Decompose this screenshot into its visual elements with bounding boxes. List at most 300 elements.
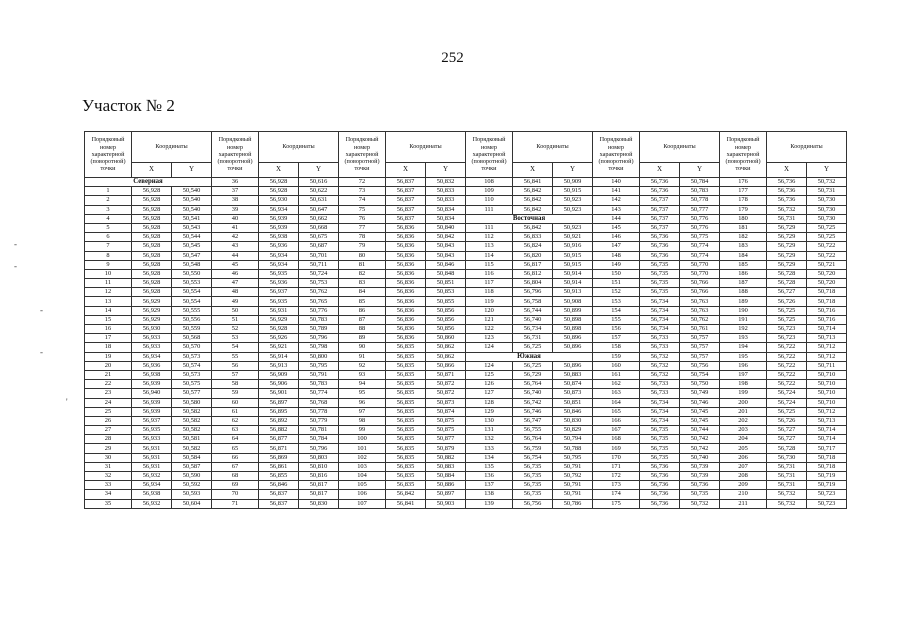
x-coordinate-cell: 56,835 (386, 453, 426, 462)
x-coordinate-cell: 56,736 (767, 196, 807, 205)
y-coordinate-cell: 50,548 (172, 260, 212, 269)
point-number-cell: 68 (212, 472, 259, 481)
table-row (85, 260, 847, 269)
point-number-cell: 11 (85, 279, 132, 288)
point-number-cell: 58 (212, 380, 259, 389)
y-coordinate-cell: 50,784 (680, 178, 720, 187)
x-coordinate-cell: 56,835 (386, 472, 426, 481)
point-number-cell: 93 (339, 370, 386, 379)
point-number-cell: 104 (339, 472, 386, 481)
x-coordinate-cell: 56,735 (513, 481, 553, 490)
point-number-cell: 203 (720, 426, 767, 435)
x-coordinate-cell: 56,929 (132, 315, 172, 324)
point-number-cell: 24 (85, 398, 132, 407)
y-coordinate-cell: 50,717 (807, 444, 847, 453)
y-coordinate-cell: 50,803 (299, 453, 339, 462)
margin-mark: - (40, 347, 43, 357)
y-coordinate-cell: 50,710 (807, 389, 847, 398)
point-number-cell: 4 (85, 214, 132, 223)
x-coordinate-cell: 56,835 (386, 389, 426, 398)
y-coordinate-cell: 50,877 (426, 435, 466, 444)
y-coordinate-cell: 50,559 (172, 325, 212, 334)
y-coordinate-cell: 50,914 (553, 269, 593, 278)
x-coordinate-cell: 56,737 (640, 214, 680, 223)
x-coordinate-cell: 56,725 (513, 361, 553, 370)
y-coordinate-cell: 50,883 (553, 370, 593, 379)
y-coordinate-cell: 50,898 (553, 315, 593, 324)
y-coordinate-cell: 50,896 (553, 361, 593, 370)
table-row (85, 352, 847, 361)
point-number-cell: 163 (593, 389, 640, 398)
x-coordinate-cell: 56,841 (513, 178, 553, 187)
x-coordinate-cell: 56,934 (259, 260, 299, 269)
x-coordinate-cell: 56,836 (386, 242, 426, 251)
y-coordinate-cell: 50,575 (172, 380, 212, 389)
x-coordinate-cell: 56,939 (132, 398, 172, 407)
y-coordinate-cell: 50,687 (299, 242, 339, 251)
point-number-cell: 173 (593, 481, 640, 490)
x-coordinate-cell: 56,936 (259, 279, 299, 288)
point-number-cell: 21 (85, 370, 132, 379)
point-number-cell: 210 (720, 490, 767, 499)
point-number-cell: 127 (466, 389, 513, 398)
point-number-cell: 57 (212, 370, 259, 379)
table-row (85, 242, 847, 251)
x-coordinate-cell: 56,723 (767, 334, 807, 343)
y-coordinate-cell: 50,783 (299, 315, 339, 324)
point-number-cell: 34 (85, 490, 132, 499)
y-coordinate-cell: 50,573 (172, 352, 212, 361)
x-coordinate-cell: 56,736 (640, 490, 680, 499)
point-number-cell: 195 (720, 352, 767, 361)
point-number-cell: 178 (720, 196, 767, 205)
y-coordinate-cell: 50,791 (553, 481, 593, 490)
x-coordinate-cell: 56,836 (386, 269, 426, 278)
y-coordinate-cell: 50,555 (172, 306, 212, 315)
table-row (85, 389, 847, 398)
y-coordinate-cell: 50,879 (426, 444, 466, 453)
x-coordinate-cell: 56,835 (386, 426, 426, 435)
point-number-cell: 53 (212, 334, 259, 343)
point-number-cell: 62 (212, 416, 259, 425)
point-number-cell: 204 (720, 435, 767, 444)
x-coordinate-cell: 56,756 (513, 499, 553, 508)
point-number-cell: 26 (85, 416, 132, 425)
point-number-cell: 111 (466, 223, 513, 232)
y-coordinate-cell: 50,875 (426, 426, 466, 435)
table-row (85, 306, 847, 315)
y-coordinate-cell: 50,730 (807, 205, 847, 214)
point-number-cell: 32 (85, 472, 132, 481)
y-coordinate-cell: 50,914 (553, 279, 593, 288)
y-coordinate-cell: 50,718 (807, 288, 847, 297)
x-coordinate-cell: 56,901 (259, 389, 299, 398)
y-coordinate-cell: 50,789 (299, 325, 339, 334)
y-coordinate-cell: 50,774 (299, 389, 339, 398)
point-number-cell: 176 (720, 178, 767, 187)
x-coordinate-cell: 56,933 (132, 435, 172, 444)
x-coordinate-cell: 56,724 (767, 389, 807, 398)
y-coordinate-cell: 50,713 (807, 416, 847, 425)
point-number-cell: 1 (85, 187, 132, 196)
x-coordinate-cell: 56,735 (513, 462, 553, 471)
x-coordinate-cell: 56,842 (513, 205, 553, 214)
point-number-cell: 36 (212, 178, 259, 187)
point-number-cell: 3 (85, 205, 132, 214)
point-number-cell: 111 (466, 205, 513, 214)
x-coordinate-cell: 56,929 (132, 297, 172, 306)
x-coordinate-cell: 56,735 (513, 472, 553, 481)
y-coordinate-cell: 50,921 (553, 233, 593, 242)
table-row (85, 380, 847, 389)
y-coordinate-cell: 50,570 (172, 343, 212, 352)
point-number-cell: 125 (466, 370, 513, 379)
x-coordinate-cell: 56,929 (132, 306, 172, 315)
x-coordinate-cell: 56,732 (767, 490, 807, 499)
x-coordinate-cell: 56,734 (513, 325, 553, 334)
x-coordinate-cell: 56,733 (640, 389, 680, 398)
x-coordinate-cell: 56,926 (259, 334, 299, 343)
x-coordinate-cell: 56,727 (767, 288, 807, 297)
x-coordinate-cell: 56,895 (259, 407, 299, 416)
point-number-cell: 82 (339, 269, 386, 278)
x-coordinate-cell: 56,744 (513, 306, 553, 315)
x-coordinate-cell: 56,734 (640, 325, 680, 334)
x-coordinate-cell: 56,939 (259, 214, 299, 223)
table-row (85, 426, 847, 435)
point-number-cell: 122 (466, 325, 513, 334)
point-number-cell: 86 (339, 306, 386, 315)
x-coordinate-cell: 56,836 (386, 279, 426, 288)
y-coordinate-cell: 50,711 (807, 361, 847, 370)
x-coordinate-cell: 56,735 (640, 435, 680, 444)
point-number-cell: 99 (339, 426, 386, 435)
x-coordinate-cell: 56,728 (767, 279, 807, 288)
point-number-cell: 46 (212, 269, 259, 278)
point-number-cell: 146 (593, 233, 640, 242)
point-number-cell: 78 (339, 233, 386, 242)
table-row (85, 499, 847, 508)
x-coordinate-cell: 56,736 (767, 178, 807, 187)
x-coordinate-cell: 56,734 (640, 315, 680, 324)
y-coordinate-cell: 50,740 (680, 453, 720, 462)
x-coordinate-cell: 56,835 (386, 380, 426, 389)
x-coordinate-cell: 56,836 (386, 306, 426, 315)
x-coordinate-cell: 56,933 (132, 343, 172, 352)
y-coordinate-cell: 50,795 (299, 361, 339, 370)
table-row (85, 251, 847, 260)
point-number-cell: 170 (593, 453, 640, 462)
x-coordinate-cell: 56,836 (386, 325, 426, 334)
y-coordinate-cell: 50,856 (426, 325, 466, 334)
x-coordinate-cell: 56,740 (513, 389, 553, 398)
point-number-cell: 123 (466, 334, 513, 343)
point-number-cell: 9 (85, 260, 132, 269)
point-number-cell: 172 (593, 472, 640, 481)
x-coordinate-cell: 56,882 (259, 426, 299, 435)
point-number-cell: 139 (466, 499, 513, 508)
x-coordinate-cell: 56,835 (386, 398, 426, 407)
x-coordinate-cell: 56,735 (640, 269, 680, 278)
x-coordinate-cell: 56,835 (386, 407, 426, 416)
x-coordinate-cell: 56,722 (767, 370, 807, 379)
y-coordinate-cell: 50,882 (426, 453, 466, 462)
table-row (85, 214, 847, 223)
point-number-cell: 55 (212, 352, 259, 361)
y-coordinate-cell: 50,590 (172, 472, 212, 481)
point-number-cell: 206 (720, 453, 767, 462)
y-coordinate-cell: 50,724 (299, 269, 339, 278)
y-coordinate-cell: 50,846 (426, 260, 466, 269)
y-coordinate-cell: 50,753 (299, 279, 339, 288)
y-coordinate-cell: 50,786 (553, 499, 593, 508)
y-coordinate-cell: 50,631 (299, 196, 339, 205)
x-coordinate-cell: 56,835 (386, 352, 426, 361)
x-coordinate-cell: 56,833 (513, 233, 553, 242)
x-coordinate-cell: 56,939 (132, 407, 172, 416)
point-number-cell: 201 (720, 407, 767, 416)
point-number-cell: 43 (212, 242, 259, 251)
x-coordinate-cell: 56,734 (640, 306, 680, 315)
y-coordinate-cell: 50,871 (426, 370, 466, 379)
x-coordinate-cell: 56,730 (767, 453, 807, 462)
point-number-cell: 76 (339, 214, 386, 223)
y-coordinate-cell: 50,776 (680, 214, 720, 223)
x-coordinate-cell: 56,937 (132, 416, 172, 425)
point-number-cell: 116 (466, 269, 513, 278)
y-coordinate-cell: 50,541 (172, 214, 212, 223)
x-coordinate-cell: 56,835 (386, 370, 426, 379)
x-coordinate-cell: 56,837 (259, 499, 299, 508)
y-coordinate-cell: 50,545 (172, 242, 212, 251)
table-row (85, 279, 847, 288)
point-number-cell: 80 (339, 251, 386, 260)
x-coordinate-cell: 56,836 (386, 251, 426, 260)
y-coordinate-cell: 50,732 (807, 178, 847, 187)
point-number-cell: 16 (85, 325, 132, 334)
y-coordinate-cell: 50,712 (807, 343, 847, 352)
point-number-cell: 65 (212, 444, 259, 453)
x-coordinate-cell: 56,835 (386, 462, 426, 471)
x-coordinate-cell: 56,731 (767, 472, 807, 481)
point-number-cell: 17 (85, 334, 132, 343)
y-coordinate-cell: 50,719 (807, 472, 847, 481)
point-number-cell: 157 (593, 334, 640, 343)
y-coordinate-cell: 50,791 (553, 462, 593, 471)
x-coordinate-cell: 56,892 (259, 416, 299, 425)
point-number-cell: 129 (466, 407, 513, 416)
x-coordinate-cell: 56,725 (513, 343, 553, 352)
point-number-cell: 152 (593, 288, 640, 297)
x-coordinate-cell: 56,736 (640, 233, 680, 242)
x-coordinate-cell: 56,928 (132, 233, 172, 242)
point-number-cell: 5 (85, 223, 132, 232)
x-coordinate-cell: 56,836 (386, 334, 426, 343)
y-coordinate-cell: 50,543 (172, 223, 212, 232)
x-coordinate-cell: 56,735 (640, 288, 680, 297)
x-coordinate-cell: 56,930 (259, 196, 299, 205)
point-number-cell: 103 (339, 462, 386, 471)
y-coordinate-cell: 50,710 (807, 370, 847, 379)
y-coordinate-cell: 50,757 (680, 343, 720, 352)
table-row (85, 196, 847, 205)
x-coordinate-cell: 56,928 (132, 187, 172, 196)
x-coordinate-cell: 56,931 (132, 444, 172, 453)
y-coordinate-cell: 50,722 (807, 251, 847, 260)
point-number-cell: 42 (212, 233, 259, 242)
point-number-cell: 182 (720, 233, 767, 242)
x-coordinate-cell: 56,871 (259, 444, 299, 453)
y-coordinate-cell: 50,720 (807, 269, 847, 278)
point-number-cell: 95 (339, 389, 386, 398)
y-coordinate-cell: 50,923 (553, 196, 593, 205)
y-coordinate-cell: 50,788 (553, 444, 593, 453)
table-row (85, 398, 847, 407)
point-number-cell: 56 (212, 361, 259, 370)
x-coordinate-cell: 56,936 (259, 242, 299, 251)
point-number-cell: 20 (85, 361, 132, 370)
point-number-cell: 190 (720, 306, 767, 315)
y-coordinate-cell: 50,916 (553, 242, 593, 251)
y-coordinate-cell: 50,540 (172, 187, 212, 196)
x-coordinate-cell: 56,764 (513, 435, 553, 444)
x-coordinate-cell: 56,755 (513, 426, 553, 435)
point-number-cell: 92 (339, 361, 386, 370)
y-coordinate-cell: 50,776 (680, 223, 720, 232)
point-number-cell: 117 (466, 279, 513, 288)
point-number-cell: 133 (466, 444, 513, 453)
coordinates-header: Координаты (386, 132, 466, 163)
y-coordinate-cell: 50,710 (807, 380, 847, 389)
y-coordinate-cell: 50,713 (807, 334, 847, 343)
y-coordinate-cell: 50,908 (553, 297, 593, 306)
x-coordinate-cell: 56,928 (132, 288, 172, 297)
y-coordinate-cell: 50,722 (807, 242, 847, 251)
point-number-cell: 61 (212, 407, 259, 416)
x-coordinate-cell: 56,928 (259, 325, 299, 334)
y-coordinate-cell: 50,712 (807, 352, 847, 361)
point-number-cell: 27 (85, 426, 132, 435)
table-row (85, 269, 847, 278)
x-coordinate-cell: 56,928 (132, 214, 172, 223)
x-coordinate-cell: 56,732 (767, 205, 807, 214)
point-number-cell: 124 (466, 343, 513, 352)
coordinates-header: Координаты (259, 132, 339, 163)
x-coordinate-cell: 56,928 (259, 178, 299, 187)
point-number-cell: 126 (466, 380, 513, 389)
x-coordinate-cell: 56,733 (640, 380, 680, 389)
table-row (85, 472, 847, 481)
y-coordinate-cell: 50,763 (680, 297, 720, 306)
x-coordinate-cell: 56,737 (640, 196, 680, 205)
x-coordinate-cell: 56,736 (640, 481, 680, 490)
point-number-cell: 144 (593, 214, 640, 223)
point-number-cell: 192 (720, 325, 767, 334)
y-coordinate-cell: 50,873 (553, 389, 593, 398)
y-coordinate-cell: 50,830 (553, 416, 593, 425)
point-number-cell: 2 (85, 196, 132, 205)
y-coordinate-cell: 50,616 (299, 178, 339, 187)
point-number-cell: 38 (212, 196, 259, 205)
x-coordinate-cell: 56,725 (767, 407, 807, 416)
point-number-cell: 188 (720, 288, 767, 297)
y-coordinate-cell: 50,716 (807, 306, 847, 315)
point-number-cell: 150 (593, 269, 640, 278)
y-header: Y (680, 163, 720, 178)
x-coordinate-cell: 56,931 (132, 453, 172, 462)
x-coordinate-cell: 56,934 (259, 251, 299, 260)
y-coordinate-cell: 50,622 (299, 187, 339, 196)
x-coordinate-cell: 56,734 (640, 407, 680, 416)
x-coordinate-cell: 56,837 (259, 490, 299, 499)
x-coordinate-cell: 56,836 (386, 315, 426, 324)
point-number-cell: 140 (593, 178, 640, 187)
x-coordinate-cell: 56,812 (513, 269, 553, 278)
point-number-cell: 69 (212, 481, 259, 490)
y-coordinate-cell: 50,719 (807, 481, 847, 490)
point-number-cell: 19 (85, 352, 132, 361)
y-coordinate-cell: 50,593 (172, 490, 212, 499)
point-number-cell: 28 (85, 435, 132, 444)
margin-mark: ' (66, 397, 68, 407)
x-coordinate-cell: 56,835 (386, 361, 426, 370)
x-coordinate-cell: 56,934 (259, 205, 299, 214)
y-coordinate-cell: 50,778 (299, 407, 339, 416)
point-number-cell: 185 (720, 260, 767, 269)
y-coordinate-cell: 50,884 (426, 472, 466, 481)
table-row (85, 178, 847, 187)
y-coordinate-cell: 50,718 (807, 462, 847, 471)
y-coordinate-cell: 50,701 (299, 251, 339, 260)
point-number-cell: 177 (720, 187, 767, 196)
y-coordinate-cell: 50,745 (680, 416, 720, 425)
x-coordinate-cell: 56,734 (640, 297, 680, 306)
table-row (85, 416, 847, 425)
point-number-cell: 98 (339, 416, 386, 425)
x-coordinate-cell: 56,737 (640, 205, 680, 214)
point-number-cell: 184 (720, 251, 767, 260)
point-number-cell: 199 (720, 389, 767, 398)
y-coordinate-cell: 50,770 (680, 269, 720, 278)
x-coordinate-cell: 56,729 (767, 251, 807, 260)
point-number-cell: 137 (466, 481, 513, 490)
x-coordinate-cell: 56,736 (640, 242, 680, 251)
x-coordinate-cell: 56,731 (767, 462, 807, 471)
x-coordinate-cell: 56,842 (513, 196, 553, 205)
y-coordinate-cell: 50,732 (680, 499, 720, 508)
table-row (85, 315, 847, 324)
y-coordinate-cell: 50,757 (680, 334, 720, 343)
x-coordinate-cell: 56,928 (132, 269, 172, 278)
y-coordinate-cell: 50,604 (172, 499, 212, 508)
x-coordinate-cell: 56,931 (259, 306, 299, 315)
x-coordinate-cell: 56,736 (640, 178, 680, 187)
point-number-cell: 135 (466, 462, 513, 471)
y-coordinate-cell: 50,712 (807, 407, 847, 416)
y-coordinate-cell: 50,540 (172, 205, 212, 214)
y-coordinate-cell: 50,833 (426, 187, 466, 196)
table-row (85, 444, 847, 453)
point-number-cell: 81 (339, 260, 386, 269)
x-coordinate-cell: 56,722 (767, 380, 807, 389)
y-coordinate-cell: 50,547 (172, 251, 212, 260)
point-number-cell: 110 (466, 196, 513, 205)
x-coordinate-cell: 56,921 (259, 343, 299, 352)
y-coordinate-cell: 50,774 (680, 242, 720, 251)
x-coordinate-cell: 56,935 (259, 297, 299, 306)
y-coordinate-cell: 50,754 (680, 370, 720, 379)
point-number-cell: 166 (593, 416, 640, 425)
